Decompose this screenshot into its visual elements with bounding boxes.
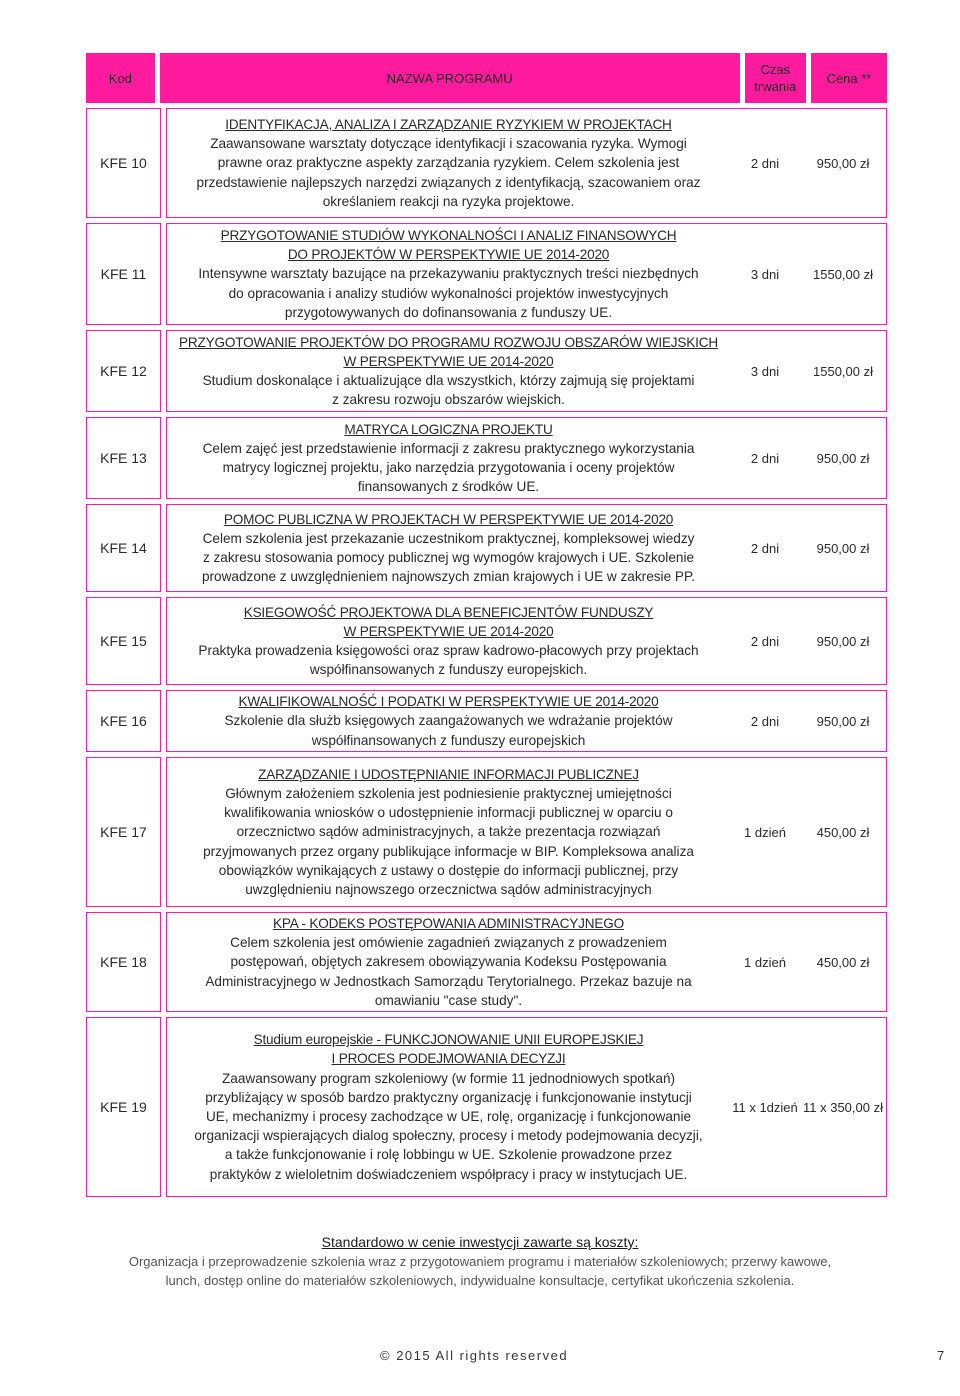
course-duration: 2 dni bbox=[750, 633, 780, 649]
course-price: 950,00 zł bbox=[816, 633, 870, 649]
table-body bbox=[86, 108, 887, 1197]
course-description bbox=[167, 224, 730, 324]
course-details bbox=[166, 108, 887, 218]
course-description bbox=[167, 418, 730, 498]
course-description-line: Zaawansowane warsztaty dotyczące identyfikacji i szacowania ryzyka. Wymogi bbox=[210, 136, 687, 152]
course-description bbox=[167, 598, 730, 684]
course-title-line: W PERSPEKTYWIE UE 2014-2020 bbox=[343, 623, 554, 639]
table-row bbox=[86, 690, 887, 752]
course-description-line: kwalifikowania wniosków o udostępnienie informacji publicznej w oparciu o bbox=[224, 805, 673, 821]
page-number: 7 bbox=[937, 1348, 945, 1363]
header-duration-line2: trwania bbox=[754, 79, 797, 94]
course-description-line: organizacji wspierających dialog społeczny, procesy i metody podejmowania decyzji, bbox=[194, 1128, 703, 1144]
header-duration bbox=[745, 53, 811, 103]
course-title-line: W PERSPEKTYWIE UE 2014-2020 bbox=[343, 353, 554, 369]
course-details bbox=[166, 757, 887, 907]
table-header bbox=[86, 53, 887, 103]
course-description-line: Studium doskonalące i aktualizujące dla wszystkich, którzy zajmują się projektami bbox=[202, 373, 695, 388]
course-description-line: a także funkcjonowanie i rolę lobbingu w UE. Szkolenie prowadzone przez bbox=[224, 1147, 673, 1163]
course-details bbox=[166, 597, 887, 685]
copyright: © 2015 All rights reserved bbox=[380, 1348, 569, 1363]
course-title-line: PRZYGOTOWANIE STUDIÓW WYKONALNOŚCI I ANALIZ FINANSOWYCH bbox=[220, 228, 677, 243]
course-title-line: KSIEGOWOŚĆ PROJEKTOWA DLA BENEFICJENTÓW FUNDUSZY bbox=[243, 604, 654, 620]
course-price: 11 x 350,00 zł bbox=[803, 1099, 883, 1115]
course-title-line: Studium europejskie - FUNKCJONOWANIE UNII EUROPEJSKIEJ bbox=[253, 1032, 644, 1048]
course-title-line: KPA - KODEKS POSTĘPOWANIA ADMINISTRACYJNEGO bbox=[273, 916, 624, 931]
course-description bbox=[167, 109, 730, 217]
course-description-line: finansowanych z środków UE. bbox=[357, 479, 540, 495]
course-description-line: określaniem reakcji na ryzyka projektowe. bbox=[322, 193, 575, 209]
course-code: KFE 14 bbox=[86, 504, 161, 592]
course-title-line: PRZYGOTOWANIE PROJEKTÓW DO PROGRAMU ROZWOJU OBSZARÓW WIEJSKICH bbox=[179, 334, 718, 350]
course-details bbox=[166, 690, 887, 752]
course-description-line: Zaawansowany program szkoleniowy (w formie 11 jednodniowych spotkań) bbox=[221, 1070, 676, 1086]
course-duration: 1 dzień bbox=[744, 954, 786, 970]
course-duration: 2 dni bbox=[750, 713, 780, 729]
course-description-line: przedstawienie najlepszych narzędzi związanych z identyfikacją, szacowaniem oraz bbox=[196, 174, 701, 190]
course-description-line: Intensywne warsztaty bazujące na przekazywaniu praktycznych treści niezbędnych bbox=[198, 266, 699, 282]
course-title-line: I PROCES PODEJMOWANIA DECYZJI bbox=[331, 1051, 566, 1067]
course-title-line: ZARZĄDZANIE I UDOSTĘPNIANIE INFORMACJI PUBLICZNEJ bbox=[258, 766, 639, 782]
table-row bbox=[86, 108, 887, 218]
course-description bbox=[167, 1018, 730, 1196]
course-title-line: POMOC PUBLICZNA W PROJEKTACH W PERSPEKTYWIE UE 2014-2020 bbox=[223, 511, 674, 527]
course-description-line: Celem szkolenia jest omówienie zagadnień związanych z prowadzeniem bbox=[230, 935, 667, 951]
table-row bbox=[86, 597, 887, 685]
course-description bbox=[167, 691, 730, 751]
costs-line-2: lunch, dostęp online do materiałów szkoleniowych, indywidualne konsultacje, certyfikat ukończenia szkolenia. bbox=[165, 1273, 795, 1288]
course-details bbox=[166, 330, 887, 412]
course-description-line: omawianiu "case study". bbox=[374, 992, 523, 1008]
course-price: 1550,00 zł bbox=[813, 363, 873, 379]
costs-title: Standardowo w cenie inwestycji zawarte są koszty: bbox=[321, 1234, 639, 1250]
costs-line-1: Organizacja i przeprowadzenie szkolenia wraz z przygotowaniem programu i materiałów szkoleniowych; przerwy kawowe, bbox=[128, 1254, 832, 1269]
course-description-line: współfinansowanych z funduszy europejskich bbox=[311, 732, 586, 748]
course-description bbox=[167, 758, 730, 906]
course-details bbox=[166, 504, 887, 592]
costs-body bbox=[60, 1252, 900, 1290]
course-description-line: Administracyjnego w Jednostkach Samorządu Terytorialnego. Przekaz bazuje na bbox=[205, 973, 692, 989]
course-details bbox=[166, 417, 887, 499]
course-description bbox=[167, 505, 730, 591]
course-price: 1550,00 zł bbox=[813, 266, 873, 282]
course-duration: 3 dni bbox=[750, 363, 780, 379]
course-details bbox=[166, 223, 887, 325]
course-code: KFE 18 bbox=[86, 912, 161, 1012]
course-description-line: przygotowywanych do dofinansowania z funduszy UE. bbox=[284, 304, 613, 320]
course-description-line: prawne oraz praktyczne aspekty zarządzania ryzykiem. Celem szkolenia jest bbox=[217, 155, 680, 171]
course-code: KFE 11 bbox=[86, 223, 161, 325]
course-details bbox=[166, 1017, 887, 1197]
course-description-line: prowadzone z uwzględnieniem najnowszych zmian krajowych i UE w zakresie PP. bbox=[201, 569, 696, 585]
course-title-line: KWALIFIKOWALNOŚĆ I PODATKI W PERSPEKTYWIE UE 2014-2020 bbox=[238, 694, 659, 710]
course-code: KFE 19 bbox=[86, 1017, 161, 1197]
course-description-line: obowiązków wynikających z ustawy o dostępie do informacji publicznej, przy bbox=[218, 862, 679, 878]
course-code: KFE 16 bbox=[86, 690, 161, 752]
table-row bbox=[86, 1017, 887, 1197]
header-name: NAZWA PROGRAMU bbox=[160, 53, 745, 103]
course-title-line: IDENTYFIKACJA, ANALIZA I ZARZĄDZANIE RYZYKIEM W PROJEKTACH bbox=[225, 116, 672, 132]
header-duration-line1: Czas bbox=[760, 62, 791, 77]
course-price: 950,00 zł bbox=[816, 155, 870, 171]
course-price: 450,00 zł bbox=[816, 954, 870, 970]
course-description-line: Celem szkolenia jest przekazanie uczestnikom praktycznej, kompleksowej wiedzy bbox=[202, 530, 695, 546]
course-duration: 1 dzień bbox=[744, 824, 786, 840]
course-code: KFE 13 bbox=[86, 417, 161, 499]
course-price: 950,00 zł bbox=[816, 450, 870, 466]
course-description-line: postępowań, objętych zakresem obowiązywania Kodeksu Postępowania bbox=[230, 954, 667, 970]
course-description bbox=[167, 331, 730, 411]
course-price: 950,00 zł bbox=[816, 713, 870, 729]
course-duration: 2 dni bbox=[750, 450, 780, 466]
course-duration: 3 dni bbox=[750, 266, 780, 282]
course-title-line: DO PROJEKTÓW W PERSPEKTYWIE UE 2014-2020 bbox=[287, 247, 610, 263]
header-price: Cena ** bbox=[811, 53, 887, 103]
course-description-line: przyjmowanych przez organy publikujące informacje w BIP. Kompleksowa analiza bbox=[203, 843, 694, 859]
course-price: 450,00 zł bbox=[816, 824, 870, 840]
course-code: KFE 17 bbox=[86, 757, 161, 907]
course-description-line: orzecznictwo sądów administracyjnych, a także prezentacja rozwiązań bbox=[236, 824, 661, 840]
table-row bbox=[86, 504, 887, 592]
course-description-line: UE, mechanizmy i procesy zachodzące w UE, rolę, organizację i funkcjonowanie bbox=[205, 1109, 692, 1124]
course-title-line: MATRYCA LOGICZNA PROJEKTU bbox=[344, 421, 553, 437]
course-description-line: Szkolenie dla służb księgowych zaangażowanych we wdrażanie projektów bbox=[224, 713, 673, 729]
course-description-line: matrycy logicznej projektu, jako narzędzia przygotowania i oceny projektów bbox=[222, 460, 675, 475]
course-description-line: praktyków z wieloletnim doświadczeniem współpracy i pracy w instytucjach UE. bbox=[209, 1166, 688, 1182]
course-description-line: uwzględnieniu najnowszego orzecznictwa sądów administracyjnych bbox=[245, 882, 652, 897]
course-details bbox=[166, 912, 887, 1012]
course-table bbox=[86, 53, 887, 1202]
course-description-line: z zakresu stosowania pomocy publicznej wg wymogów krajowych i UE. Szkolenie bbox=[202, 550, 695, 565]
course-price: 950,00 zł bbox=[816, 540, 870, 556]
course-description-line: Praktyka prowadzenia księgowości oraz spraw kadrowo-płacowych przy projektach bbox=[198, 643, 699, 658]
course-description-line: do opracowania i analizy studiów wykonalności projektów inwestycyjnych bbox=[228, 285, 669, 301]
course-description-line: Głównym założeniem szkolenia jest podniesienie praktycznej umiejętności bbox=[225, 785, 672, 801]
course-duration: 2 dni bbox=[750, 540, 780, 556]
course-description bbox=[167, 913, 730, 1011]
table-row bbox=[86, 912, 887, 1012]
table-row bbox=[86, 757, 887, 907]
course-description-line: przybliżający w sposób bardzo praktyczny organizację i funkcjonowanie instytucji bbox=[205, 1089, 692, 1105]
table-row bbox=[86, 330, 887, 412]
header-code: Kod bbox=[86, 53, 160, 103]
course-description-line: z zakresu rozwoju obszarów wiejskich. bbox=[332, 392, 565, 408]
costs-section bbox=[60, 1234, 900, 1290]
course-code: KFE 10 bbox=[86, 108, 161, 218]
course-description-line: współfinansowanych z funduszy europejskich. bbox=[309, 662, 588, 678]
course-duration: 11 x 1dzień bbox=[732, 1099, 798, 1115]
table-row bbox=[86, 417, 887, 499]
course-description-line: Celem zajęć jest przedstawienie informacji z zakresu praktycznego wykorzystania bbox=[202, 440, 695, 456]
course-code: KFE 12 bbox=[86, 330, 161, 412]
table-row bbox=[86, 223, 887, 325]
course-duration: 2 dni bbox=[750, 155, 780, 171]
course-code: KFE 15 bbox=[86, 597, 161, 685]
